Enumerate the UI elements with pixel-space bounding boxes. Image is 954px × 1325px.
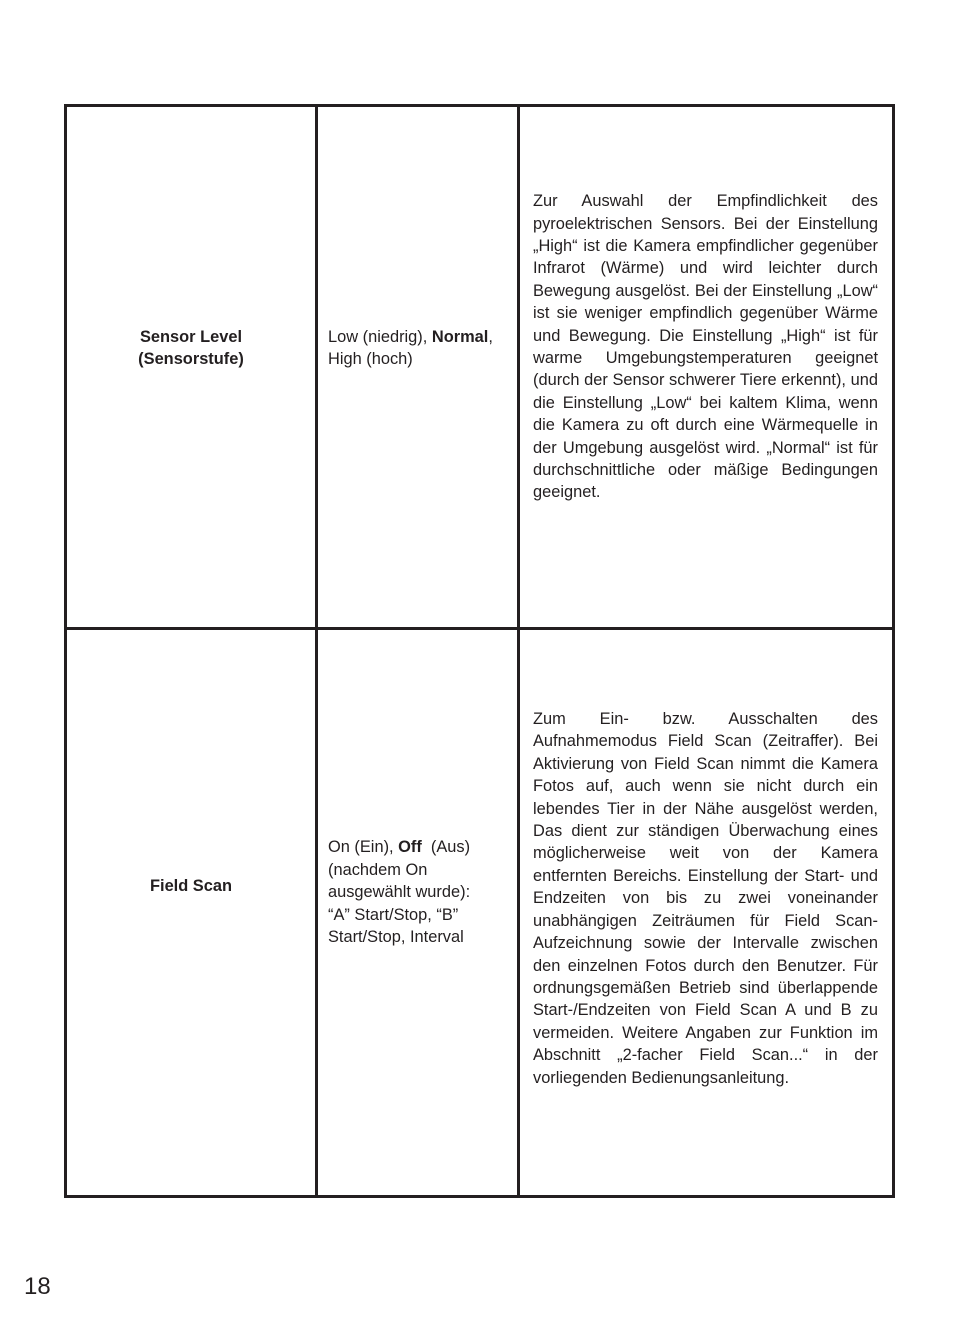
- setting-name-line: Sensor Level: [139, 327, 243, 346]
- option-text: Low (niedrig),: [328, 327, 432, 346]
- setting-options: [318, 326, 517, 371]
- setting-description: Zum Ein- bzw. Ausschalten des Aufnahmemodus Field Scan (Zeitraffer). Bei Aktivierung von Field Scan nimmt die Kamera Fotos auf, auch wenn sie nicht durch ein lebendes Tier in der Nähe ausgelöst werden, Das dient zur ständigen Überwachung eines möglicherweise weit von der Kamera entfernten Bereichs. Einstellung der Start- und Endzeiten von bis zu zwei voneinander unabhängigen Zeiträumen für Field Scan-Aufzeichnung sowie der Intervalle zwischen den einzelnen Fotos durch den Benutzer. Für ordnungsgemäßen Betrieb sind überlappende Start-/Endzeiten von Field Scan A und B zu vermeiden. Weitere Angaben zur Funktion im Abschnitt „2-facher Field Scan...“ in der vorliegenden Bedienungsanleitung.: [533, 710, 878, 1087]
- option-text: (nachdem On: [328, 860, 428, 879]
- option-text: On (Ein),: [328, 838, 399, 857]
- setting-description-cell: [519, 629, 894, 1197]
- setting-name-cell: [66, 106, 317, 629]
- setting-description-cell: [519, 106, 894, 629]
- option-text: Start/Stop, Interval: [328, 928, 464, 947]
- default-option: Off: [398, 838, 422, 857]
- default-option: Normal: [431, 327, 489, 346]
- table-row: [66, 629, 894, 1197]
- setting-options-cell: [317, 106, 519, 629]
- setting-name: Field Scan: [150, 876, 232, 895]
- setting-name-cell: [66, 629, 317, 1197]
- setting-options-cell: [317, 629, 519, 1197]
- page-number: 18: [24, 1273, 51, 1300]
- option-text: (Aus): [421, 838, 471, 857]
- option-text: ausgewählt wurde):: [328, 883, 471, 902]
- settings-table: [64, 104, 895, 1198]
- setting-options: [318, 836, 517, 948]
- option-text: High (hoch): [328, 350, 413, 368]
- setting-description: Zur Auswahl der Empfindlichkeit des pyroelektrischen Sensors. Bei der Einstellung „High“ ist die Kamera empfindlicher gegenüber Infrarot (Wärme) und wird leichter durch Bewegung ausgelöst. Bei der Einstellung „Low“ ist sie weniger empfindlich gegenüber Wärme und Bewegung. Die Einstellung „High“ ist für warme Umgebungstemperaturen geeignet (durch der Sensor schwerer Tiere erkennt), und die Einstellung „Low“ bei kaltem Klima, wenn die Kamera zu oft durch eine Wärmequelle in der Umgebung ausgelöst wird. „Normal“ ist für durchschnittliche oder mäßige Bedingungen geeignet.: [533, 192, 878, 502]
- setting-name: [67, 326, 315, 371]
- option-text: “A” Start/Stop, “B”: [328, 905, 459, 924]
- setting-name-line: (Sensorstufe): [138, 350, 244, 368]
- option-text: ,: [488, 327, 493, 346]
- table-row: [66, 106, 894, 629]
